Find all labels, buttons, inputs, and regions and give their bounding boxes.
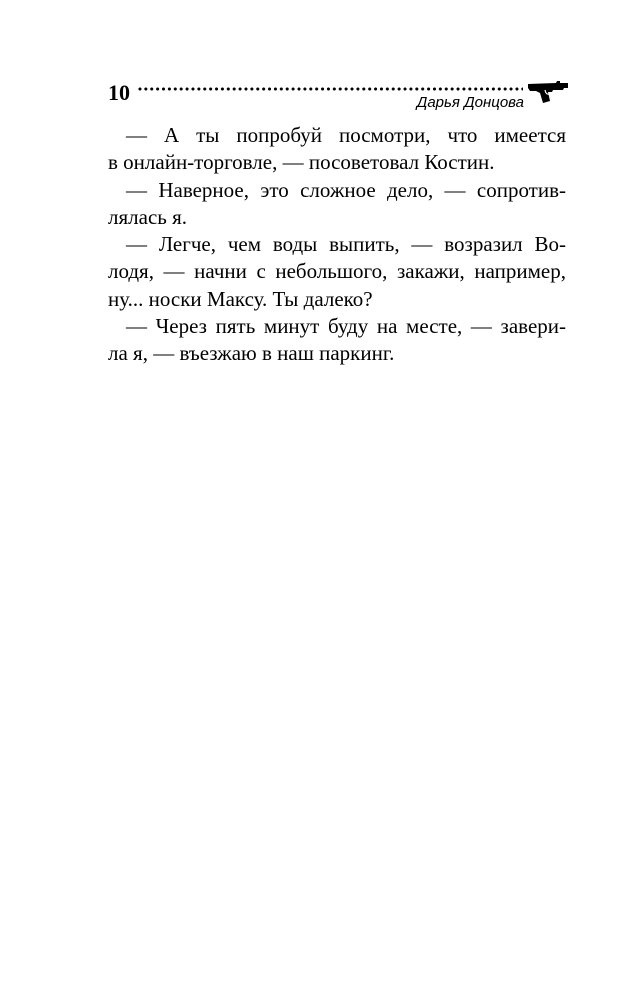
text-line: — Наверное, это сложное дело, — сопротив-: [126, 177, 566, 202]
text-line: — Через пять минут буду на месте, — завери-: [126, 314, 566, 339]
text-line: лодя, — начни с небольшого, закажи, например,: [108, 259, 566, 284]
text-line: лялась я.: [108, 204, 187, 229]
paragraph-2: [108, 177, 566, 232]
body-text: [108, 122, 566, 368]
dotted-leader: [137, 87, 523, 91]
text-line: в онлайн-торговле, — посоветовал Костин.: [108, 150, 495, 175]
text-line: ла я, — въезжаю в наш паркинг.: [108, 341, 395, 366]
paragraph-1: [108, 122, 566, 177]
page-number: 10: [108, 80, 130, 105]
text-line: — Легче, чем воды выпить, — возразил Во-: [126, 232, 566, 257]
author-name: Дарья Донцова: [416, 94, 524, 111]
paragraph-4: [108, 313, 566, 368]
revolver-icon: [526, 80, 570, 104]
text-line: ну... носки Максу. Ты далеко?: [108, 286, 373, 311]
paragraph-3: [108, 231, 566, 313]
text-line: — А ты попробуй посмотри, что имеется: [126, 123, 566, 147]
running-header: [108, 78, 568, 114]
